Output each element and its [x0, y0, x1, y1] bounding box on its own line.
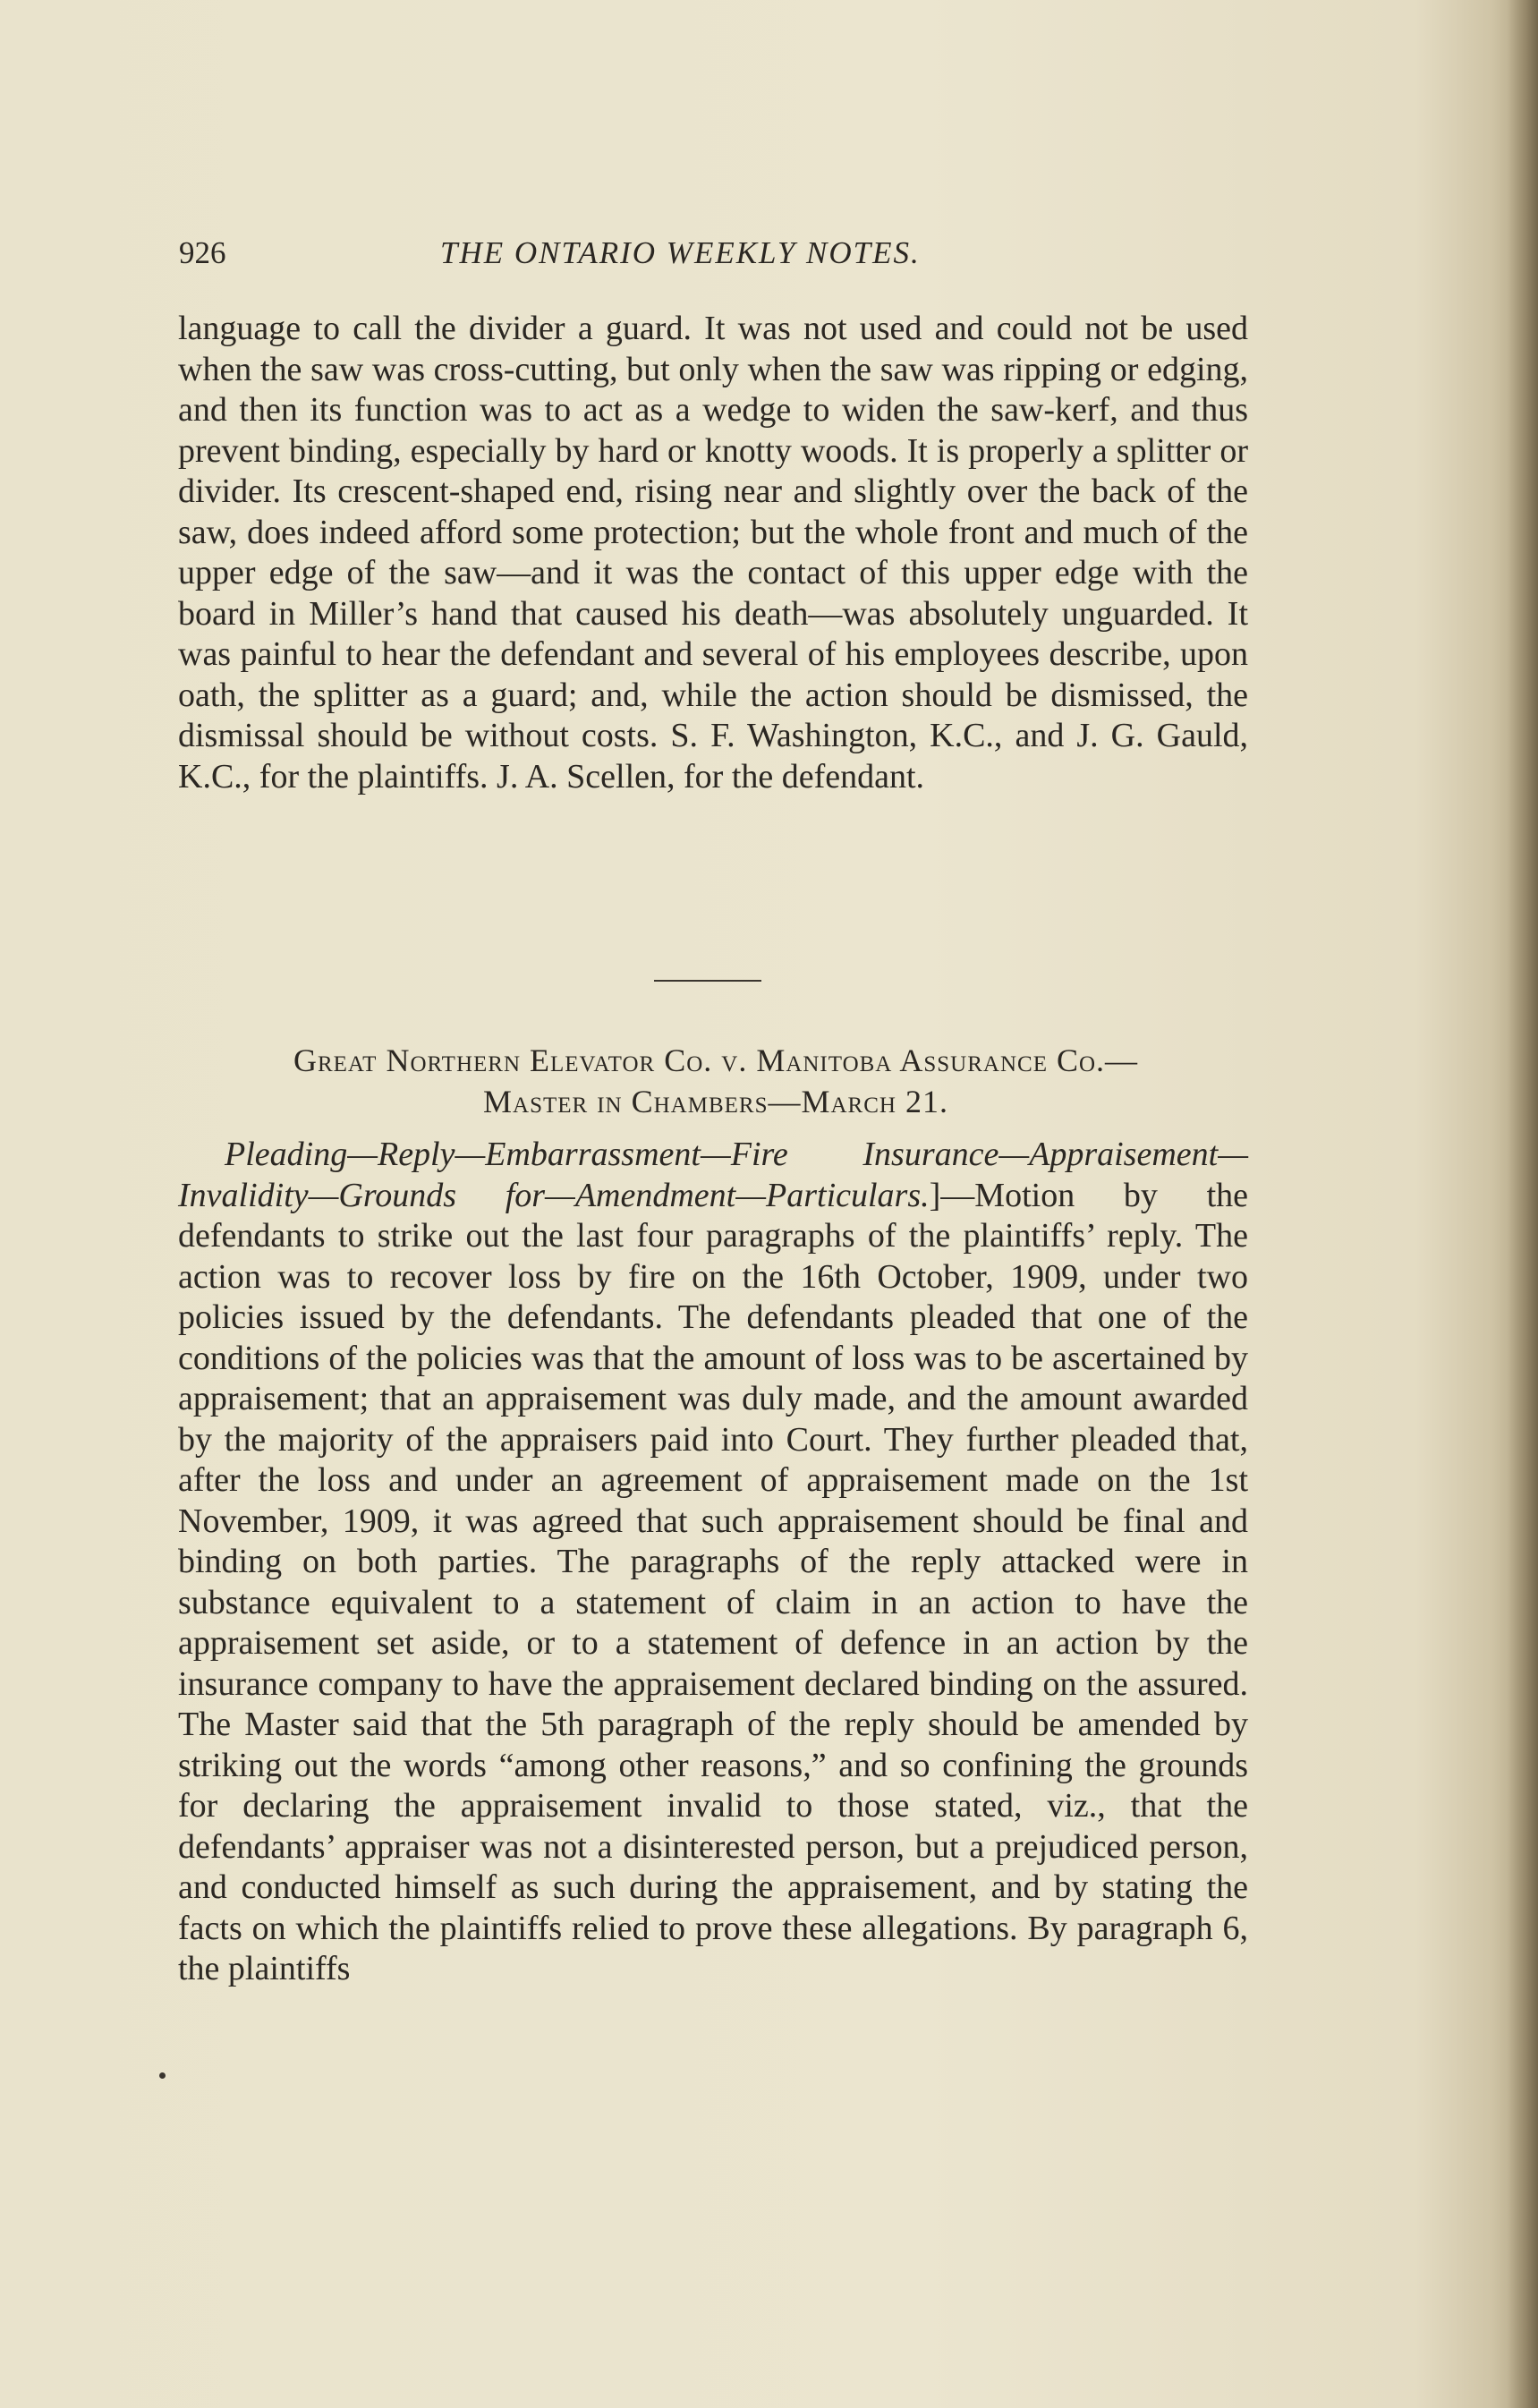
case-report-text: ]—Motion by the defendants to strike out the last four paragraphs of the plaintiffs’ reply. The action was to recover loss by fire on the 16th October, 1909, under two policies issued by the defendants. The defendants pleaded that one of the conditions of the policies was that the amount of loss was to be ascertained by appraisement; that an appraisement was duly made, and the amount awarded by the majority of the appraisers paid into Court. They further pleaded that, after the loss and under an agreement of appraisement made on the 1st November, 1909, it was agreed that such appraisement should be final and binding on both parties. The paragraphs of the reply attacked were in substance equivalent to a statement of claim in an action to have the appraisement set aside, or to a statement of defence in an action by the insurance company to have the appraisement declared binding on the assured. The Master said that the 5th paragraph of the reply should be amended by striking out the words “among other reasons,” and so confining the grounds for declaring the appraisement invalid to those stated, viz., that the defendants’ appraiser was not a disinterested person, but a prejudiced person, and conducted himself as such during the appraisement, and by stating the facts on which the plaintiffs relied to prove these allegations. By paragraph 6, the plaintiffs	[178, 1176, 1249, 1987]
case-title-line-1: Great Northern Elevator Co. v. Manitoba Assurance Co.—	[293, 1042, 1139, 1078]
section-divider	[654, 980, 761, 982]
case-title-line-2: Master in Chambers—March 21.	[483, 1084, 948, 1119]
headnote: Pleading—Reply—Embarrassment—Fire Insurance—Appraisement—Invalidity—Grounds for—Amendment—Particulars.	[178, 1136, 1248, 1214]
case-title	[161, 1040, 1270, 1122]
margin-mark	[159, 2072, 166, 2079]
case-report-paragraph	[178, 1135, 1248, 1990]
page-edge-shadow	[1508, 0, 1538, 2408]
continued-paragraph: language to call the divider a guard. It was not used and could not be used when the saw was cross-cutting, but only when the saw was ripping or edging, and then its function was to act as a wedge to widen the saw-kerf, and thus prevent binding, especially by hard or knotty woods. It is properly a splitter or divider. Its crescent-shaped end, rising near and slightly over the back of the saw, does indeed afford some protection; but the whole front and much of the upper edge of the saw—and it was the contact of this upper edge with the board in Miller’s hand that caused his death—was absolutely unguarded. It was painful to hear the defendant and several of his employees describe, upon oath, the splitter as a guard; and, while the action should be dismissed, the dismissal should be without costs. S. F. Washington, K.C., and J. G. Gauld, K.C., for the plaintiffs. J. A. Scellen, for the defendant.	[178, 310, 1248, 796]
journal-title: THE ONTARIO WEEKLY NOTES.	[440, 235, 921, 270]
page-number: 926	[179, 235, 226, 270]
running-head	[179, 231, 1253, 276]
